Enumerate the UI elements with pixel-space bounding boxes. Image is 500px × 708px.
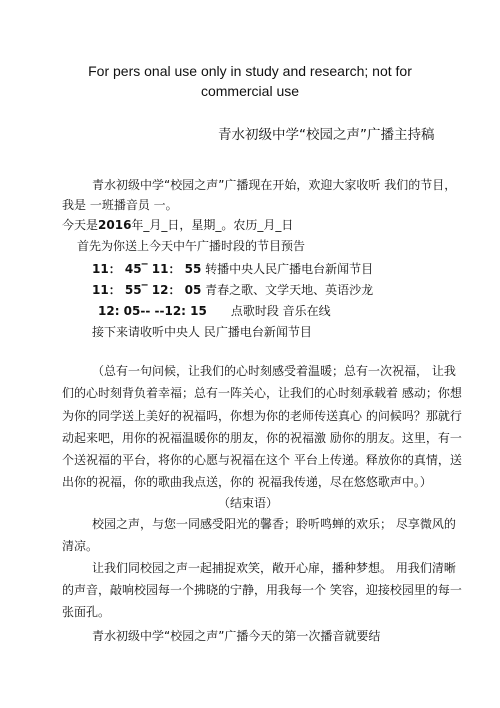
schedule-program: 青春之歌、文学天地、英语沙龙 <box>205 283 374 297</box>
schedule-time: 11： 55‾ 12： 05 <box>92 283 202 297</box>
closing-paragraph-2-line: 让我们同校园之声一起捕捉欢笑，敞开心扉，播种梦想。 用我们清晰 <box>92 561 456 575</box>
closing-paragraph-1-line: 清凉。 <box>62 539 99 553</box>
main-paragraph-line: （总有一句问候，让我们的心时刻感受着温暖；总有一次祝福， 让我 <box>92 364 456 378</box>
date-rest: 年_月_日，星期_。农历_月_日 <box>131 218 294 232</box>
document-title: 青水初级中学“校园之声”广播主持稿 <box>218 127 435 143</box>
preview-heading: 首先为你送上今天中午广播时段的节目预告 <box>77 239 306 253</box>
intro-line-1: 青水初级中学“校园之声”广播现在开始，欢迎大家收听 我们的节目， <box>92 178 457 192</box>
schedule-time: 11： 45‾ 11： 55 <box>92 262 202 276</box>
header-line-2: commercial use <box>200 83 300 99</box>
relay-line: 接下来请收听中央人 民广播电台新闻节目 <box>92 325 312 339</box>
intro-date-line <box>62 216 293 235</box>
date-year: 2016 <box>98 218 132 232</box>
schedule-program: 转播中央人民广播电台新闻节目 <box>205 262 374 276</box>
schedule-row <box>92 281 373 300</box>
schedule-row <box>98 302 331 321</box>
header-line-1: For pers onal use only in study and research; not for <box>88 63 412 79</box>
schedule-row <box>92 260 373 279</box>
closing-paragraph-2-line: 的声音，敲响校园每一个拂晓的宁静，用我每一个 笑容，迎接校园里的每一 <box>62 583 462 597</box>
intro-line-2: 我是 一班播音员 一。 <box>62 198 178 212</box>
closing-label: （结束语） <box>218 496 279 510</box>
schedule-time: 12: 05-- --12: 15 <box>98 304 207 318</box>
date-prefix: 今天是 <box>62 218 99 232</box>
closing-paragraph-2-line: 张面孔。 <box>62 605 111 619</box>
main-paragraph-line: 们的心时刻背负着幸福；总有一阵关心，让我们的心时刻承载着 感动；你想 <box>62 386 462 400</box>
schedule-program: 点歌时段 音乐在线 <box>230 304 331 318</box>
main-paragraph-line: 为你的同学送上美好的祝福吗，你想为你的老师传送真心 的问候吗？那就行 <box>62 409 462 423</box>
main-paragraph-line: 个送祝福的平台，将你的心愿与祝福在这个 平台上传递。释放你的真情，送 <box>62 453 462 467</box>
main-paragraph-line: 出你的祝福，你的歌曲我点送，你的 祝福我传递，尽在悠悠歌声中。） <box>62 475 432 489</box>
final-line: 青水初级中学“校园之声”广播今天的第一次播音就要结 <box>92 629 381 643</box>
main-paragraph-line: 动起来吧，用你的祝福温暖你的朋友，你的祝福激 励你的朋友。这里，有一 <box>62 431 462 445</box>
closing-paragraph-1-line: 校园之声，与您一同感受阳光的馨香；聆听鸣蝉的欢乐； 尽享微风的 <box>92 517 456 531</box>
